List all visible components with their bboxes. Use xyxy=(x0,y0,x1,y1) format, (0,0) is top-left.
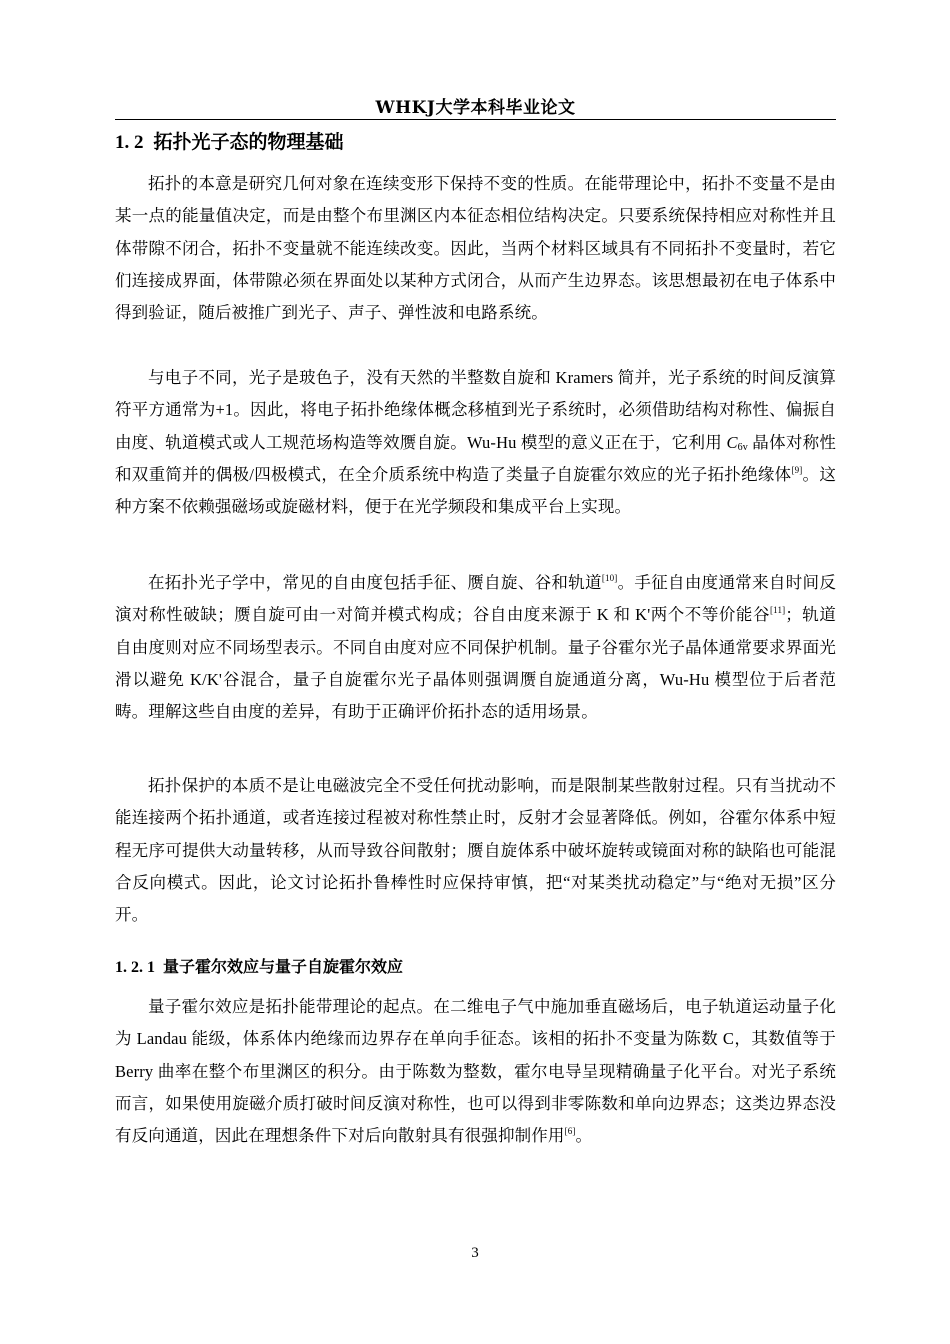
paragraph-2-text-c: 。这种方案不依赖强磁场或旋磁材料，便于在光学频段和集成平台上实现。 xyxy=(115,464,837,517)
running-header: WHKJ大学本科毕业论文 xyxy=(375,98,576,118)
paragraph-4: 拓扑保护的本质不是让电磁波完全不受任何扰动影响，而是限制某些散射过程。只有当扰动不能连接两个拓扑通道，或者连接过程被对称性禁止时，反射才会显著降低。例如，谷霍尔体系中短程无序可提供大动量转移，从而导致谷间散射；赝自旋体系中破坏旋转或镜面对称的缺陷也可能混合反向模式。因此，论文讨论拓扑鲁棒性时应保持审慎，把“对某类扰动稳定”与“绝对无损”区分开。 xyxy=(115,776,836,925)
subsection-number: 1. 2. 1 xyxy=(115,959,155,976)
subsection-title: 量子霍尔效应与量子自旋霍尔效应 xyxy=(163,957,404,976)
citation: [9] xyxy=(791,464,803,475)
paragraph-3 xyxy=(115,567,836,728)
section-title: 拓扑光子态的物理基础 xyxy=(153,131,344,153)
citation: [6] xyxy=(564,1126,576,1137)
symmetry-symbol: C xyxy=(726,432,738,452)
paragraph-2 xyxy=(115,362,836,523)
citation: [10] xyxy=(601,573,618,583)
paragraph-3-text-b: 。手征自由度通常来自时间反演对称性破缺；赝自旋可由一对简并模式构成；谷自由度来源于 K 和 K'两个不等价能谷 xyxy=(115,573,836,625)
paragraph-2-text-b: 晶体对称性和双重简并的偶极/四极模式，在全介质系统中构造了类量子自旋霍尔效应的光子拓扑绝缘体 xyxy=(115,432,836,484)
header-rule xyxy=(115,119,836,120)
paragraph-5-text-a: 量子霍尔效应是拓扑能带理论的起点。在二维电子气中施加垂直磁场后，电子轨道运动量子化为 Landau 能级，体系体内绝缘而边界存在单向手征态。该相的拓扑不变量为陈数 C，其数值等于 Berry 曲率在整个布里渊区的积分。由于陈数为整数，霍尔电导呈现精确量子化平台。对光子系统而言，如果使用旋磁介质打破时间反演对称性，也可以得到非零陈数和单向边界态；这类边界态没有反向通道，因此在理想条件下对后向散射具有很强抑制作用 xyxy=(115,997,836,1146)
section-heading xyxy=(115,127,344,154)
paragraph-5 xyxy=(115,991,836,1152)
paragraph-5-text-b: 。 xyxy=(575,1126,593,1146)
paragraph-2-text-a: 与电子不同，光子是玻色子，没有天然的半整数自旋和 Kramers 简并，光子系统的时间反演算符平方通常为+1。因此，将电子拓扑绝缘体概念移植到光子系统时，必须借助结构对称性、偏振自由度、轨道模式或人工规范场构造等效赝自旋。Wu-Hu 模型的意义正在于，它利用 xyxy=(115,368,836,452)
paragraph-3-text-c: ；轨道自由度则对应不同场型表示。不同自由度对应不同保护机制。量子谷霍尔光子晶体通常要求界面光滑以避免 K/K'谷混合，量子自旋霍尔光子晶体则强调赝自旋通道分离，Wu-Hu 模型位于后者范畴。理解这些自由度的差异，有助于正确评价拓扑态的适用场景。 xyxy=(115,605,836,722)
paragraph-3-text-a: 在拓扑光子学中，常见的自由度包括手征、赝自旋、谷和轨道 xyxy=(148,573,602,592)
subsection-heading xyxy=(115,954,403,977)
paragraph-1: 拓扑的本意是研究几何对象在连续变形下保持不变的性质。在能带理论中，拓扑不变量不是由某一点的能量值决定，而是由整个布里渊区内本征态相位结构决定。只要系统保持相应对称性并且体带隙不闭合，拓扑不变量就不能连续改变。因此，当两个材料区域具有不同拓扑不变量时，若它们连接成界面，体带隙必须在界面处以某种方式闭合，从而产生边界态。该思想最初在电子体系中得到验证，随后被推广到光子、声子、弹性波和电路系统。 xyxy=(115,174,836,323)
section-number: 1. 2 xyxy=(115,132,144,153)
citation: [11] xyxy=(770,605,786,616)
symmetry-subscript: 6v xyxy=(737,441,748,453)
page-number: 3 xyxy=(471,1245,479,1261)
